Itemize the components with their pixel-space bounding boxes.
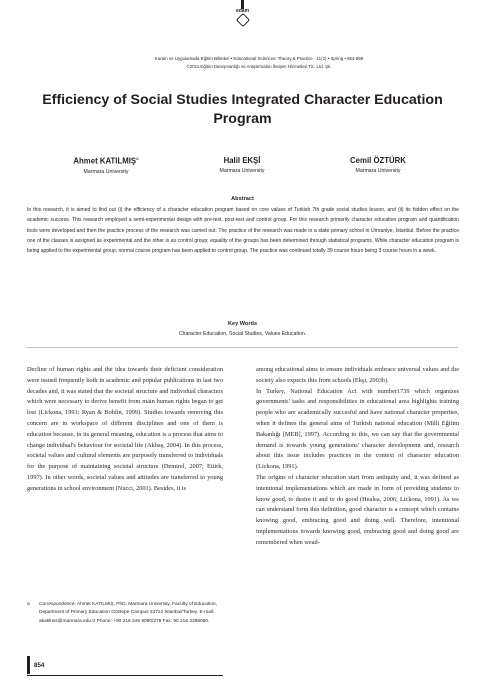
correspondence-footnote [27, 601, 223, 626]
journal-citation: Kuram ve Uygulamada Eğitim Bilimleri • Educational Sciences: Theory & Practice - 11(2) • Spring • 854-859 [154, 56, 364, 61]
page-marker-bar [27, 656, 30, 674]
author-3 [303, 156, 453, 174]
abstract-heading: Abstract [231, 196, 254, 202]
body-paragraph-3: The origins of character education start from antiquity and, it was defined as intentional implementations which are made in form of providing students to know good, to desire it and to do good (Healea, 2006; Lickona, 1991). As we can understand form this definition, good character is a concept which contains knowing good, embracing good and doing well. Therefore, intentional implementations towards knowing good, embracing good and doing good are remembered when wead- [256, 473, 459, 546]
journal-header [50, 55, 468, 71]
article-title: Efficiency of Social Studies Integrated Character Education Program [42, 92, 443, 127]
footer-rule [27, 675, 223, 676]
author-2-affiliation: Marmara University [219, 168, 265, 174]
body-paragraph-1: among educational aims to ensure individuals embrace universal values and the society also expects this from schools (Ekşi, 2003b). [256, 366, 459, 384]
abstract-text: In this research, it is aimed to find out (i) the efficiency of a character education program based on core values of Turkish 7th grade social studies lesson, and (ii) its hidden effect on the academic success. This research employed a semi-experimental design with pre-test, post-test and control group. For this research primarily character education program and quantification tools were developed and then the practice process of the research was carried out. The practice of the research was made in a state primary school in Ümraniye, İstanbul. Before the practice one of the classes is assigned as experimental and the other is as control group; equality of the groups has been determined through statistical programs. While character education program is being applied to the experimental group, normal course program has been applied to control group. The practice was continued totally 39 course hours being 3 course hours in a week. [27, 207, 459, 255]
author-3-name: Cemil ÖZTÜRK [350, 156, 406, 165]
body-left-column: Decline of human rights and the idea towards their deficient consideration were issued frequently both in academic and popular publications in last two decades and, it was stated that the societal structure and individual characters which were necessary to derive benefit from main human rights began to get lost (Lickona, 1991; Ryan & Bohlin, 1999). Studies towards removing this concern are in workspace of different disciplines and one of them is education because, in its general meaning, education is a process that aims to change individual's behaviour for societal life (Akbaş, 2004). In this process, societal values and cultural elements are purposely transferred to individuals for the purpose of maintaining societal structure (Demirel, 2007; Ettirk, 1997). In other words, societal values and attitudes are transferred to young generations in school environment (Nucci, 2001). Besides, it is [27, 366, 223, 492]
author-2 [167, 156, 317, 174]
section-divider [27, 347, 458, 348]
publisher-logo-text: edam [235, 8, 250, 14]
page-number: 854 [34, 662, 45, 669]
footnote-mark: a [27, 602, 30, 607]
logo-hexagon-icon [236, 13, 250, 27]
author-1-affiliation: Marmara University [83, 168, 129, 175]
author-1 [31, 156, 181, 175]
author-1-mark: a [136, 156, 139, 161]
keywords-heading: Key Words [227, 321, 258, 327]
author-3-affiliation: Marmara University [355, 168, 401, 174]
footnote-label: Correspondence: [39, 602, 76, 607]
author-1-name: Ahmet KATILMIŞ [73, 156, 137, 166]
footnote-text: Ahmet KATILMIŞ, PhD. Marmara University, Faculty of Education, Department of Primary Education Göztepe Campus 34722 İstanbul/Turkey. E-mail: akatilmis@marmara.edu.tr Phone: +90 216 345 9090/278 Fax: 90 216 3388060. [39, 602, 217, 624]
journal-copyright: ©2011 Eğitim Danışmanlığı ve Araştırmaları İletişim Hizmetleri Tic. Ltd. Şti. [186, 64, 332, 69]
keywords-text: Character Education, Social Studies, Values Education. [178, 331, 307, 337]
body-right-column [256, 365, 459, 549]
page-footer [27, 656, 223, 676]
publisher-logo [233, 0, 252, 30]
author-2-name: Halil EKŞİ [223, 156, 261, 165]
body-paragraph-2: In Turkey, National Education Act with number1739 which organizes governments' tasks and responsibilities in educational area highlights training people who are academically succesful and have national character properties, when it defines the general aims of Turkish national education (Milli Eğitim Bakanlığı [MEB], 1997). According to this, we can say that the governmental demand is towards young generations' character development and, research about this issue includes practices in the context of character education (Lickona, 1991). [256, 387, 459, 471]
